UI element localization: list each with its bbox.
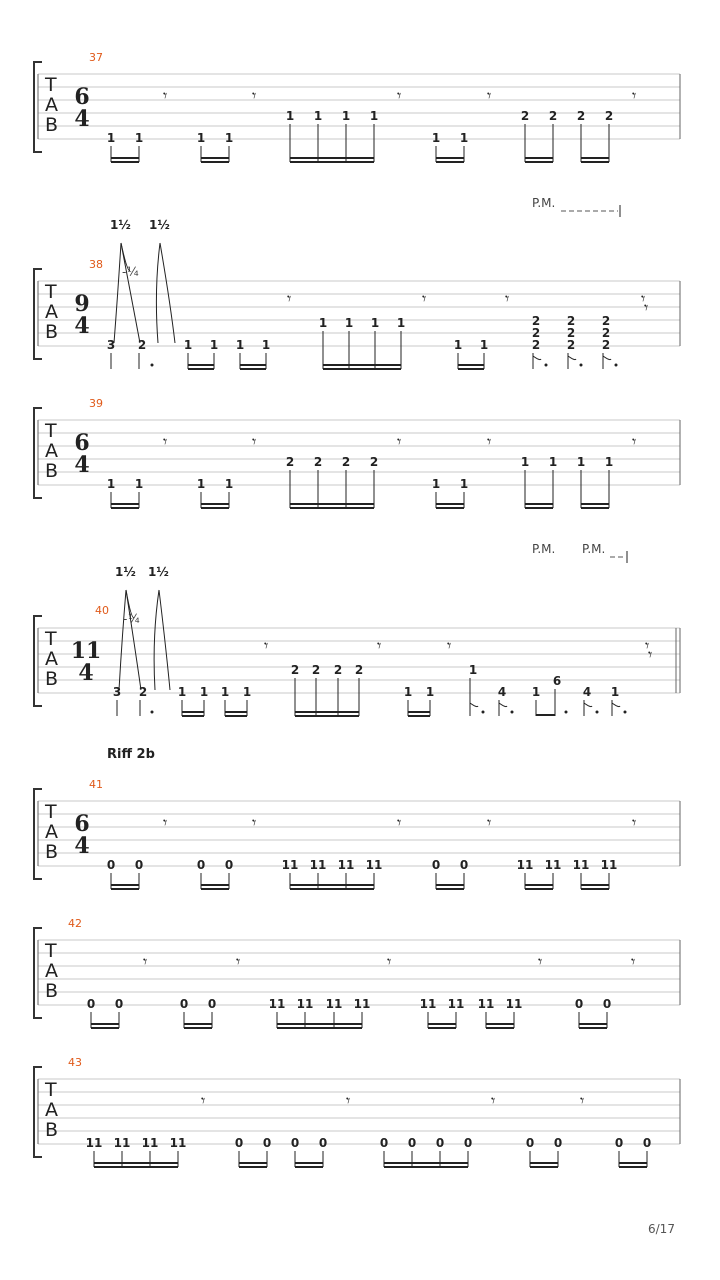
svg-text:1: 1	[370, 316, 380, 330]
svg-text:𝄾: 𝄾	[487, 86, 492, 105]
svg-text:𝄾: 𝄾	[487, 432, 492, 451]
svg-text:A: A	[45, 821, 58, 843]
svg-text:𝄾: 𝄾	[491, 1091, 496, 1110]
svg-text:𝄾: 𝄾	[397, 86, 402, 105]
pm-annotation	[532, 196, 620, 217]
svg-text:4: 4	[582, 685, 592, 699]
svg-text:𝄾: 𝄾	[236, 952, 241, 971]
svg-text:0: 0	[224, 858, 234, 872]
svg-text:𝄾: 𝄾	[580, 1091, 585, 1110]
svg-text:𝄾: 𝄾	[645, 636, 650, 655]
svg-text:0: 0	[179, 997, 189, 1011]
svg-text:0: 0	[525, 1136, 535, 1150]
svg-text:2: 2	[520, 109, 530, 123]
svg-text:1½: 1½	[110, 218, 131, 232]
svg-text:6: 6	[74, 811, 90, 837]
system-40	[34, 565, 680, 716]
svg-text:42: 42	[68, 917, 82, 930]
svg-text:2: 2	[601, 338, 611, 352]
svg-text:B: B	[45, 1119, 59, 1141]
svg-text:1: 1	[604, 455, 614, 469]
svg-text:A: A	[45, 648, 58, 670]
svg-text:1: 1	[199, 685, 209, 699]
rests	[163, 86, 636, 105]
svg-text:1: 1	[341, 109, 351, 123]
tab-clef-b: B	[45, 114, 59, 136]
svg-text:1: 1	[453, 338, 463, 352]
svg-text:6: 6	[74, 430, 90, 456]
svg-text:1: 1	[344, 316, 354, 330]
beams	[111, 124, 609, 162]
svg-text:𝄾: 𝄾	[422, 289, 427, 308]
svg-text:𝄾: 𝄾	[505, 289, 510, 308]
svg-text:𝄾: 𝄾	[487, 813, 492, 832]
svg-text:11: 11	[353, 997, 371, 1011]
svg-text:𝄾: 𝄾	[346, 1091, 351, 1110]
svg-text:𝄾: 𝄾	[648, 645, 653, 664]
svg-text:𝄾: 𝄾	[397, 432, 402, 451]
svg-text:𝄾: 𝄾	[641, 289, 646, 308]
svg-text:0: 0	[614, 1136, 624, 1150]
svg-text:1: 1	[209, 338, 219, 352]
svg-text:𝄾: 𝄾	[387, 952, 392, 971]
svg-text:40: 40	[95, 604, 109, 617]
svg-text:0: 0	[290, 1136, 300, 1150]
system-37	[34, 51, 680, 162]
svg-text:2: 2	[604, 109, 614, 123]
svg-text:B: B	[45, 668, 59, 690]
svg-text:𝄾: 𝄾	[163, 813, 168, 832]
svg-text:11: 11	[572, 858, 590, 872]
svg-text:𝄾: 𝄾	[163, 432, 168, 451]
svg-text:1: 1	[425, 685, 435, 699]
time-sig-bottom: 4	[74, 106, 90, 132]
svg-text:11: 11	[516, 858, 534, 872]
svg-text:T: T	[45, 801, 57, 823]
svg-text:39: 39	[89, 397, 103, 410]
svg-text:𝄾: 𝄾	[377, 636, 382, 655]
svg-text:P.M.: P.M.	[532, 542, 556, 556]
svg-text:2: 2	[290, 663, 300, 677]
svg-text:2: 2	[369, 455, 379, 469]
svg-text:𝄾: 𝄾	[264, 636, 269, 655]
svg-text:T: T	[45, 1079, 57, 1101]
svg-text:-: -	[122, 265, 127, 279]
svg-text:11: 11	[309, 858, 327, 872]
svg-text:11: 11	[365, 858, 383, 872]
svg-text:4: 4	[74, 313, 90, 339]
svg-text:𝄾: 𝄾	[143, 952, 148, 971]
svg-text:4: 4	[497, 685, 507, 699]
svg-text:0: 0	[86, 997, 96, 1011]
svg-text:11: 11	[268, 997, 286, 1011]
svg-text:2: 2	[137, 338, 147, 352]
svg-text:𝄾: 𝄾	[201, 1091, 206, 1110]
system-38	[34, 218, 680, 369]
svg-text:3: 3	[112, 685, 122, 699]
svg-text:T: T	[45, 281, 57, 303]
svg-text:11: 11	[169, 1136, 187, 1150]
svg-text:B: B	[45, 321, 59, 343]
tab-clef-a: A	[45, 94, 58, 116]
svg-text:1: 1	[468, 663, 478, 677]
svg-text:0: 0	[318, 1136, 328, 1150]
system-42	[34, 917, 680, 1028]
svg-text:2: 2	[548, 109, 558, 123]
svg-text:1: 1	[224, 477, 234, 491]
svg-text:4: 4	[78, 660, 94, 686]
svg-text:0: 0	[234, 1136, 244, 1150]
svg-text:11: 11	[477, 997, 495, 1011]
svg-text:1: 1	[431, 477, 441, 491]
svg-text:0: 0	[262, 1136, 272, 1150]
svg-text:B: B	[45, 460, 59, 482]
svg-text:2: 2	[285, 455, 295, 469]
svg-text:11: 11	[281, 858, 299, 872]
svg-text:1: 1	[134, 477, 144, 491]
svg-text:43: 43	[68, 1056, 82, 1069]
svg-text:P.M.: P.M.	[582, 542, 606, 556]
time-sig-top: 6	[74, 84, 90, 110]
svg-text:1: 1	[313, 109, 323, 123]
svg-text:2: 2	[576, 109, 586, 123]
svg-text:2: 2	[311, 663, 321, 677]
svg-text:11: 11	[325, 997, 343, 1011]
svg-text:9: 9	[74, 291, 90, 317]
svg-text:1: 1	[431, 131, 441, 145]
system-41	[34, 778, 680, 889]
svg-text:1: 1	[183, 338, 193, 352]
svg-text:1: 1	[106, 477, 116, 491]
svg-text:1: 1	[106, 131, 116, 145]
svg-text:0: 0	[459, 858, 469, 872]
svg-text:1: 1	[576, 455, 586, 469]
svg-text:0: 0	[134, 858, 144, 872]
svg-text:1: 1	[224, 131, 234, 145]
system-43	[34, 1056, 680, 1167]
svg-text:𝄾: 𝄾	[538, 952, 543, 971]
svg-text:0: 0	[431, 858, 441, 872]
svg-text:2: 2	[531, 338, 541, 352]
svg-text:𝄾: 𝄾	[252, 813, 257, 832]
svg-text:1: 1	[177, 685, 187, 699]
svg-text:1½: 1½	[115, 565, 136, 579]
svg-text:1½: 1½	[148, 565, 169, 579]
svg-text:1: 1	[318, 316, 328, 330]
svg-text:1: 1	[261, 338, 271, 352]
svg-text:T: T	[45, 628, 57, 650]
svg-text:0: 0	[379, 1136, 389, 1150]
svg-text:1: 1	[285, 109, 295, 123]
svg-text:11: 11	[113, 1136, 131, 1150]
svg-text:𝄾: 𝄾	[632, 432, 637, 451]
svg-text:A: A	[45, 1099, 58, 1121]
svg-text:A: A	[45, 301, 58, 323]
svg-text:11: 11	[505, 997, 523, 1011]
svg-text:4: 4	[74, 452, 90, 478]
svg-text:1: 1	[369, 109, 379, 123]
svg-text:0: 0	[463, 1136, 473, 1150]
svg-text:𝄾: 𝄾	[252, 432, 257, 451]
svg-text:0: 0	[602, 997, 612, 1011]
svg-text:T: T	[45, 940, 57, 962]
svg-text:0: 0	[407, 1136, 417, 1150]
svg-text:6: 6	[552, 674, 562, 688]
svg-text:2: 2	[333, 663, 343, 677]
staff-lines	[38, 74, 680, 139]
svg-text:1: 1	[196, 477, 206, 491]
svg-text:2: 2	[354, 663, 364, 677]
svg-text:1: 1	[235, 338, 245, 352]
svg-text:B: B	[45, 980, 59, 1002]
svg-text:0: 0	[114, 997, 124, 1011]
svg-text:0: 0	[553, 1136, 563, 1150]
svg-text:𝄾: 𝄾	[397, 813, 402, 832]
svg-text:𝄾: 𝄾	[644, 298, 649, 317]
svg-text:2: 2	[531, 326, 541, 340]
system-39	[34, 397, 680, 508]
svg-text:0: 0	[106, 858, 116, 872]
svg-text:1: 1	[134, 131, 144, 145]
tab-clef-t: T	[45, 74, 57, 96]
svg-text:1: 1	[479, 338, 489, 352]
measure-number: 37	[89, 51, 103, 64]
svg-text:2: 2	[313, 455, 323, 469]
svg-text:1: 1	[459, 477, 469, 491]
svg-text:2: 2	[138, 685, 148, 699]
svg-text:𝄾: 𝄾	[287, 289, 292, 308]
svg-text:3: 3	[106, 338, 116, 352]
svg-text:1: 1	[220, 685, 230, 699]
measure-number: 38	[89, 258, 103, 271]
svg-text:1: 1	[610, 685, 620, 699]
svg-text:11: 11	[419, 997, 437, 1011]
svg-text:2: 2	[601, 326, 611, 340]
svg-text:T: T	[45, 420, 57, 442]
svg-text:A: A	[45, 440, 58, 462]
svg-text:11: 11	[544, 858, 562, 872]
svg-text:2: 2	[566, 338, 576, 352]
svg-text:¼: ¼	[128, 612, 140, 626]
svg-text:11: 11	[337, 858, 355, 872]
svg-text:2: 2	[601, 314, 611, 328]
svg-text:1½: 1½	[149, 218, 170, 232]
svg-text:𝄾: 𝄾	[447, 636, 452, 655]
svg-text:¼: ¼	[127, 265, 139, 279]
svg-text:0: 0	[574, 997, 584, 1011]
svg-text:2: 2	[531, 314, 541, 328]
svg-text:1: 1	[403, 685, 413, 699]
svg-text:2: 2	[341, 455, 351, 469]
svg-text:4: 4	[74, 833, 90, 859]
svg-text:11: 11	[296, 997, 314, 1011]
svg-text:1: 1	[196, 131, 206, 145]
svg-text:𝄾: 𝄾	[631, 952, 636, 971]
svg-text:1: 1	[548, 455, 558, 469]
svg-text:A: A	[45, 960, 58, 982]
pm-annotation	[532, 542, 627, 563]
svg-text:1: 1	[459, 131, 469, 145]
svg-text:41: 41	[89, 778, 103, 791]
svg-text:11: 11	[70, 638, 102, 664]
svg-text:1: 1	[396, 316, 406, 330]
svg-text:𝄾: 𝄾	[632, 86, 637, 105]
svg-text:P.M.: P.M.	[532, 196, 556, 210]
svg-text:1: 1	[242, 685, 252, 699]
svg-text:11: 11	[600, 858, 618, 872]
svg-text:𝄾: 𝄾	[163, 86, 168, 105]
svg-text:-: -	[123, 612, 128, 626]
svg-text:0: 0	[642, 1136, 652, 1150]
svg-text:𝄾: 𝄾	[632, 813, 637, 832]
svg-text:0: 0	[196, 858, 206, 872]
svg-text:B: B	[45, 841, 59, 863]
svg-text:2: 2	[566, 326, 576, 340]
svg-text:11: 11	[447, 997, 465, 1011]
svg-text:0: 0	[435, 1136, 445, 1150]
svg-text:2: 2	[566, 314, 576, 328]
section-label: Riff 2b	[107, 747, 155, 762]
svg-text:11: 11	[85, 1136, 103, 1150]
svg-text:𝄾: 𝄾	[252, 86, 257, 105]
svg-text:0: 0	[207, 997, 217, 1011]
svg-text:1: 1	[531, 685, 541, 699]
notes	[107, 109, 613, 145]
page-number: 6/17	[648, 1222, 675, 1236]
svg-text:1: 1	[520, 455, 530, 469]
svg-text:11: 11	[141, 1136, 159, 1150]
